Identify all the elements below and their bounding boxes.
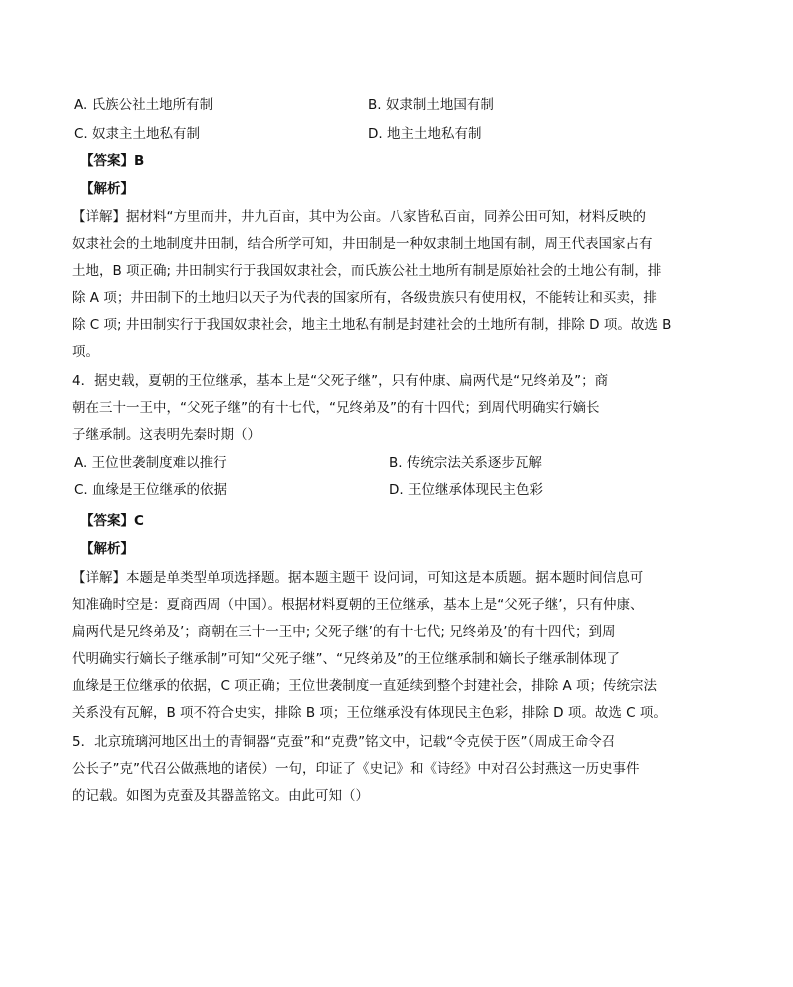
q4-detail-line: 关系没有瓦解，B 项不符合史实，排除 B 项；王位继承没有体现民主色彩，排除 D 项。故选 C 项。 [72, 705, 667, 721]
q5-stem-line: 的记载。如图为克蚕及其器盖铭文。由此可知（） [72, 788, 369, 804]
q4-detail-line: 代明确实行嫡长子继承制”可知“父死子继”、“兄终弟及”的王位继承制和嫡长子继承制体现了 [72, 651, 620, 667]
q4-stem-line: 4．据史载，夏朝的王位继承，基本上是“父死子继”，只有仲康、扁两代是“兄终弟及”；商 [72, 373, 609, 389]
q4-analysis-label: 【解析】 [80, 541, 134, 557]
q4-option-a: A. 王位世袭制度难以推行 [74, 455, 227, 471]
q3-detail-line: 奴隶社会的土地制度井田制，结合所学可知，井田制是一种奴隶制土地国有制，周王代表国家占有 [72, 236, 653, 252]
q3-detail-line: 土地，B 项正确; 井田制实行于我国奴隶社会，而氏族公社土地所有制是原始社会的土地公有制，排 [72, 263, 662, 279]
q4-stem-line: 朝在三十一王中，“父死子继”的有十七代，“兄终弟及”的有十四代；到周代明确实行嫡长 [72, 400, 600, 416]
q3-answer: 【答案】B [80, 153, 145, 169]
q3-option-a: A. 氏族公社土地所有制 [74, 97, 214, 113]
q4-option-b: B. 传统宗法关系逐步瓦解 [389, 455, 542, 471]
q4-answer: 【答案】C [80, 513, 144, 529]
q3-detail-line: 【详解】据材料“方里而井，井九百亩，其中为公亩。八家皆私百亩，同养公田可知，材料反映的 [72, 209, 646, 225]
q3-detail-line: 除 A 项；井田制下的土地归以天子为代表的国家所有，各级贵族只有使用权，不能转让和买卖，排 [72, 290, 657, 306]
q3-option-b: B. 奴隶制土地国有制 [368, 97, 494, 113]
q4-option-c: C. 血缘是王位继承的依据 [74, 482, 228, 498]
q3-analysis-label: 【解析】 [80, 181, 134, 197]
q4-stem-line: 子继承制。这表明先秦时期（） [72, 427, 261, 443]
q4-detail-line: 血缘是王位继承的依据，C 项正确；王位世袭制度一直延续到整个封建社会，排除 A 项；传统宗法 [72, 678, 658, 694]
q5-stem-line: 公长子”克”代召公做燕地的诸侯）一句，印证了《史记》和《诗经》中对召公封燕这一历史事件 [72, 761, 640, 777]
q4-option-d: D. 王位继承体现民主色彩 [389, 482, 543, 498]
q5-stem-line: 5．北京琉璃河地区出土的青铜器“克蚕”和“克费”铭文中，记载“令克侯于医”（周成王命令召 [72, 734, 616, 750]
q3-detail-line: 除 C 项; 井田制实行于我国奴隶社会，地主土地私有制是封建社会的土地所有制，排除 D 项。故选 B [72, 317, 672, 333]
q4-detail-line: 扁两代是兄终弟及’；商朝在三十一王中; 父死子继’的有十七代; 兄终弟及’的有十四代；到周 [72, 624, 616, 640]
q3-option-c: C. 奴隶主土地私有制 [74, 126, 201, 142]
q3-detail-line: 项。 [72, 344, 99, 360]
q4-detail-line: 【详解】本题是单类型单项选择题。据本题主题干 设问词，可知这是本质题。据本题时间信息可 [72, 570, 644, 586]
q4-detail-line: 知准确时空是：夏商西周（中国）。根据材料夏朝的王位继承，基本上是“父死子继’，只有仲康、 [72, 597, 644, 613]
q3-option-d: D. 地主土地私有制 [368, 126, 482, 142]
